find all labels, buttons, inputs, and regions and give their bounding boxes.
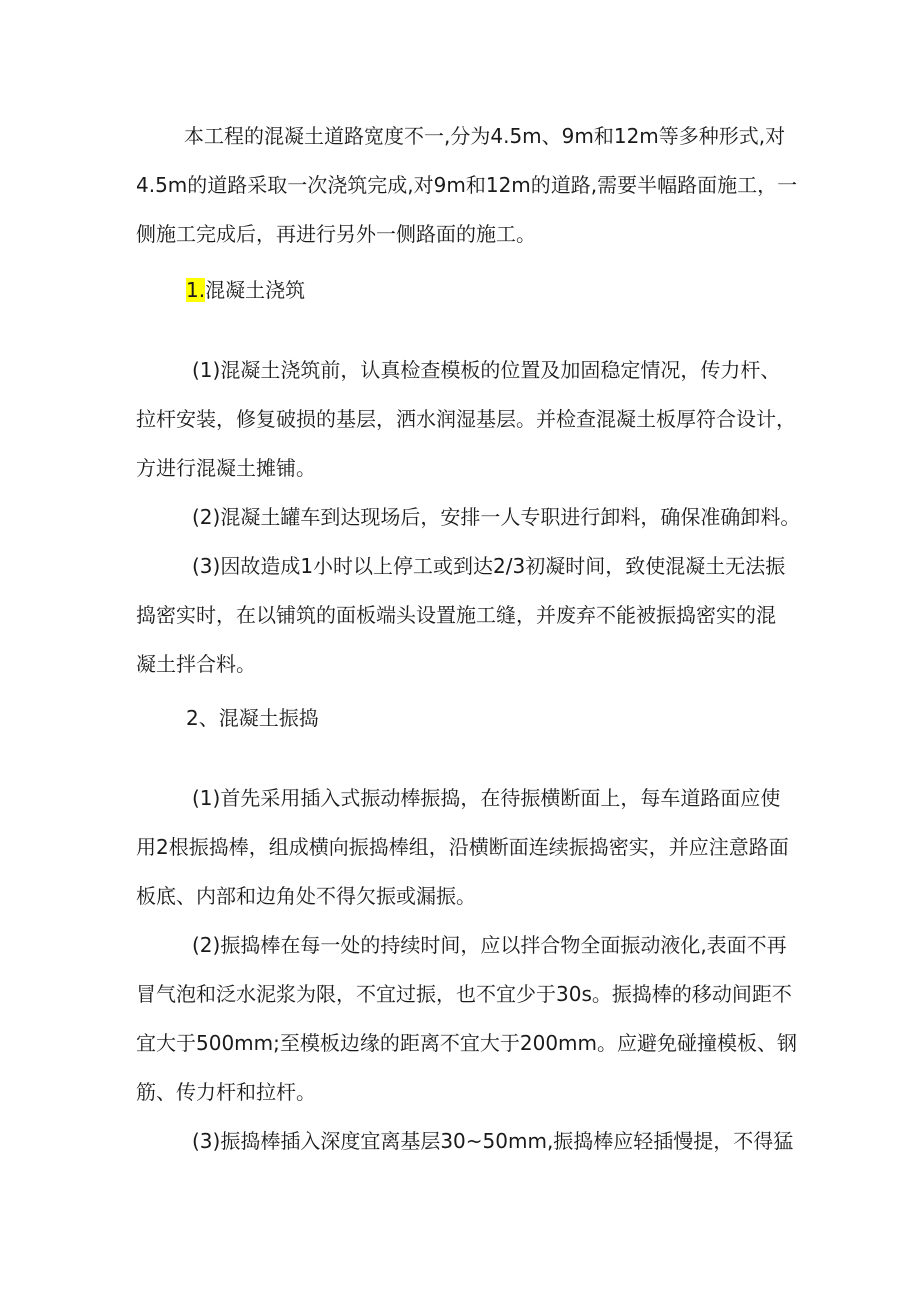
s1-item3-line-3: 凝土拌合料。: [136, 652, 256, 676]
s2-item1-line-1: (1)首先采用插入式振动棒振捣，在待振横断面上，每车道路面应使: [192, 786, 781, 810]
s2-item2-line-2: 冒气泡和泛水泥浆为限，不宜过振，也不宜少于30s。振捣棒的移动间距不: [136, 982, 792, 1006]
s1-item1-line-3: 方进行混凝土摊铺。: [136, 456, 316, 480]
s1-item1-line-1: (1)混凝土浇筑前，认真检查模板的位置及加固稳定情况，传力杆、: [192, 358, 781, 382]
intro-line-1: 本工程的混凝土道路宽度不一,分为4.5m、9m和12m等多种形式,对: [184, 124, 786, 148]
s2-item1-line-3: 板底、内部和边角处不得欠振或漏振。: [136, 884, 476, 908]
s2-item3-line-1: (3)振捣棒插入深度宜离基层30~50mm,振捣棒应轻插慢提，不得猛: [192, 1129, 794, 1153]
s2-item2-line-4: 筋、传力杆和拉杆。: [136, 1080, 316, 1104]
intro-line-3: 侧施工完成后，再进行另外一侧路面的施工。: [136, 222, 536, 246]
s2-item1-line-2: 用2根振捣棒，组成横向振捣棒组，沿横断面连续振捣密实，并应注意路面: [136, 835, 789, 859]
s1-item3-line-1: (3)因故造成1小时以上停工或到达2/3初凝时间，致使混凝土无法振: [192, 554, 786, 578]
section-1-heading: [186, 276, 305, 304]
intro-line-2: 4.5m的道路采取一次浇筑完成,对9m和12m的道路,需要半幅路面施工，一: [136, 173, 798, 197]
s2-item2-line-1: (2)振捣棒在每一处的持续时间，应以拌合物全面振动液化,表面不再: [192, 933, 787, 957]
s1-item3-line-2: 捣密实时，在以铺筑的面板端头设置施工缝，并废弃不能被振捣密实的混: [136, 603, 776, 627]
s1-item2-line-1: (2)混凝土罐车到达现场后，安排一人专职进行卸料，确保准确卸料。: [192, 505, 801, 529]
s2-item2-line-3: 宜大于500mm;至模板边缘的距离不宜大于200mm。应避免碰撞模板、钢: [136, 1031, 798, 1055]
section-1-title: 混凝土浇筑: [205, 278, 306, 302]
section-1-number: 1.: [186, 278, 206, 302]
section-2-heading: 2、混凝土振捣: [186, 706, 319, 730]
s1-item1-line-2: 拉杆安装，修复破损的基层，洒水润湿基层。并检查混凝土板厚符合设计，: [136, 407, 796, 431]
